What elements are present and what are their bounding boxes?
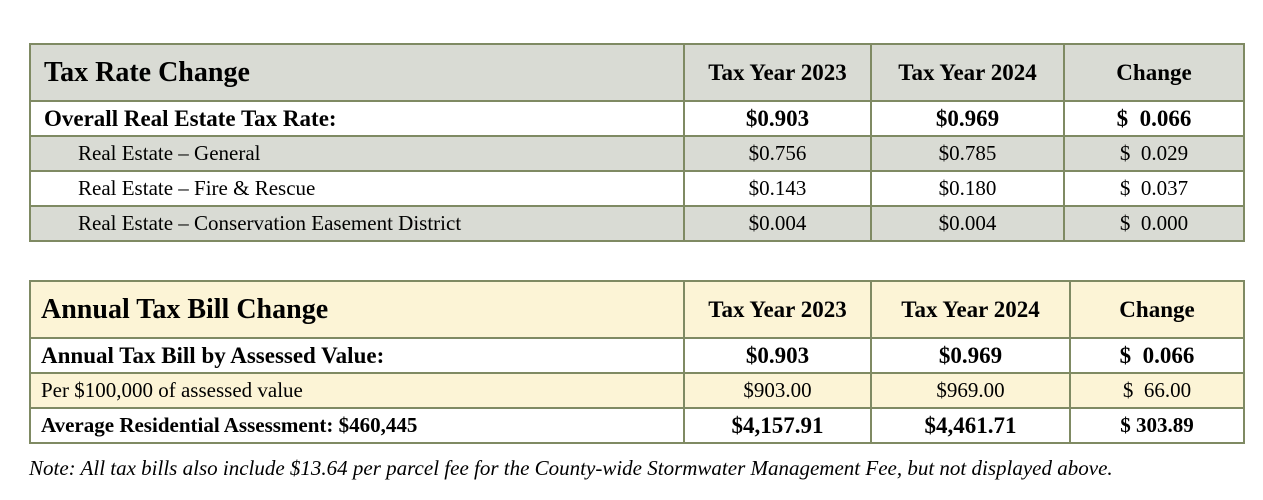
value-change: $ 0.066 [1064,101,1244,136]
row-label: Average Residential Assessment: $460,445 [30,408,684,443]
column-header-2023: Tax Year 2023 [684,281,871,338]
value-2023: $0.756 [684,136,871,171]
value-2023: $0.004 [684,206,871,241]
column-header-2024: Tax Year 2024 [871,44,1064,101]
value-2023: $0.143 [684,171,871,206]
row-label: Real Estate – Fire & Rescue [30,171,684,206]
value-change: $ 0.029 [1064,136,1244,171]
value-2023: $0.903 [684,101,871,136]
value-change: $ 0.000 [1064,206,1244,241]
value-2024: $969.00 [871,373,1070,408]
value-2024: $0.785 [871,136,1064,171]
value-2024: $0.969 [871,101,1064,136]
column-header-2023: Tax Year 2023 [684,44,871,101]
value-2023: $0.903 [684,338,871,373]
row-label: Real Estate – General [30,136,684,171]
value-2023: $4,157.91 [684,408,871,443]
row-label: Per $100,000 of assessed value [30,373,684,408]
footnote: Note: All tax bills also include $13.64 per parcel fee for the County-wide Stormwater Management Fee, but not displayed above. [29,456,1113,480]
table-row [30,171,1244,206]
table-row [30,408,1244,443]
value-change: $ 0.066 [1070,338,1244,373]
value-change: $ 66.00 [1070,373,1244,408]
table-header-row [30,44,1244,101]
annual-tax-bill-change-table [29,280,1245,444]
table-row [30,338,1244,373]
table-header-row [30,281,1244,338]
table-row [30,373,1244,408]
table-title: Tax Rate Change [30,44,684,101]
table-row [30,136,1244,171]
tax-rate-change-table [29,43,1245,242]
value-2024: $4,461.71 [871,408,1070,443]
value-change: $ 303.89 [1070,408,1244,443]
value-2023: $903.00 [684,373,871,408]
row-label: Overall Real Estate Tax Rate: [30,101,684,136]
row-label: Annual Tax Bill by Assessed Value: [30,338,684,373]
value-2024: $0.004 [871,206,1064,241]
table-row [30,206,1244,241]
table-row [30,101,1244,136]
value-2024: $0.180 [871,171,1064,206]
column-header-change: Change [1070,281,1244,338]
column-header-change: Change [1064,44,1244,101]
column-header-2024: Tax Year 2024 [871,281,1070,338]
value-change: $ 0.037 [1064,171,1244,206]
row-label: Real Estate – Conservation Easement District [30,206,684,241]
value-2024: $0.969 [871,338,1070,373]
table-title: Annual Tax Bill Change [30,281,684,338]
